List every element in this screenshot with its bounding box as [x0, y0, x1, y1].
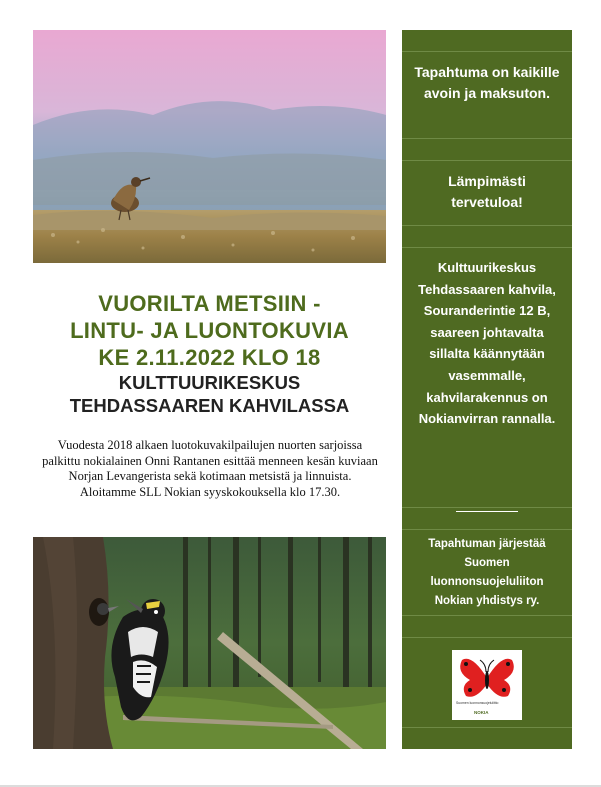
sidebar-open-free-text: Tapahtuma on kaikille avoin ja maksuton.	[414, 64, 560, 101]
sidebar-organizer-text: Tapahtuman järjestää Suomen luonnonsuojeluliiton Nokian yhdistys ry.	[428, 538, 546, 607]
sidebar-welcome-text: Lämpimästi tervetuloa!	[448, 173, 526, 210]
logo-org-text: Suomen luonnonsuojeluliitto	[456, 701, 499, 705]
event-title-line2: LINTU- JA LUONTOKUVIA	[70, 318, 349, 343]
event-venue-line1: KULTTUURIKESKUS	[118, 372, 301, 393]
woodpecker-forest-photo	[33, 537, 386, 749]
description-note: Aloitamme SLL Nokian syyskokouksella klo 17.30.	[79, 484, 341, 499]
info-sidebar	[402, 30, 572, 749]
sll-nokia-logo	[452, 650, 522, 720]
sidebar-separator	[456, 511, 518, 512]
event-date-time: KE 2.11.2022 KLO 18	[98, 345, 321, 370]
description-paragraph: Vuodesta 2018 alkaen luotokuvakilpailujen nuorten sarjoissa palkittu nokialainen Onni Rantanen esittää menneen kesän kuviaan Norjan Levangerista sekä kotimaan metsistä ja linnuista.	[42, 438, 378, 483]
event-title-block	[33, 290, 386, 417]
sidebar-location-text: Kulttuurikeskus Tehdassaaren kahvila, Souranderintie 12 B, saareen johtavalta sillalta käännytään vasemmalle, kahvilarakennus on Nokianvirran rannalla.	[418, 260, 556, 427]
bird-on-heath-photo	[33, 30, 386, 263]
event-venue-line2: TEHDASSAAREN KAHVILASSA	[69, 395, 350, 416]
event-description	[40, 438, 380, 500]
event-title-line1: VUORILTA METSIIN -	[98, 291, 321, 316]
logo-nokia-text: NOKIA	[474, 710, 489, 715]
